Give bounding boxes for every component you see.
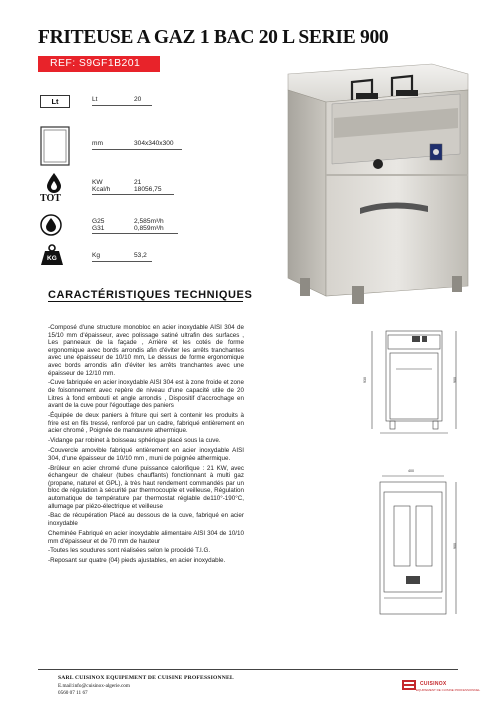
- description-block: [48, 324, 244, 567]
- section-underline: [48, 301, 243, 302]
- reference-code: REF: S9GF1B201: [50, 57, 141, 69]
- description-paragraph: -Couvercle amovible fabriqué entièrement en acier inoxydable AISI 304, d'une épaisseur de 10/10 mm , muni de poignée athermique.: [48, 447, 244, 462]
- top-depth-dim: 900: [453, 543, 457, 549]
- weight-value: 53,2: [134, 252, 147, 259]
- description-paragraph: -Vidange par robinet à boisseau sphérique placé sous la cuve.: [48, 437, 221, 445]
- gas-g25-value: 2,585m³/h: [134, 218, 164, 225]
- gas-icon: [40, 214, 62, 236]
- description-paragraph: -Reposant sur quatre (04) pieds ajustables, en acier inoxydable.: [48, 557, 226, 565]
- spec-underline: [92, 105, 152, 106]
- tot-label: TOT: [40, 193, 61, 204]
- description-paragraph: -Équipée de deux paniers à friture qui sert à contenir les produits à frire est en fils tressé, renforcé par un cadre, fabriqué entièrement en acier chromé , Poignée de manœuvre athermique.: [48, 412, 244, 435]
- description-paragraph: -Toutes les soudures sont réalisées selon le procédé T.I.G.: [48, 547, 211, 555]
- top-width-dim: 400: [408, 469, 414, 473]
- dimension-icon: [40, 126, 70, 166]
- page-title: FRITEUSE A GAZ 1 BAC 20 L SERIE 900: [38, 27, 389, 48]
- weight-icon-label: KG: [47, 255, 57, 262]
- product-photo: [282, 60, 472, 305]
- front-view-drawing: [360, 325, 470, 445]
- spec-underline: [92, 149, 182, 150]
- dimension-value: 304x340x300: [134, 140, 174, 147]
- gas-g31-label: G31: [92, 225, 105, 232]
- flame-drop-icon: [46, 172, 62, 194]
- front-height-left-dim: 930: [363, 377, 367, 383]
- footer-divider: [38, 669, 458, 670]
- power-kw-value: 21: [134, 179, 142, 186]
- liter-label: Lt: [92, 96, 98, 103]
- footer-email: E.mail:info@cuisinox-algerie.com: [58, 683, 130, 689]
- power-kw-label: KW: [92, 179, 103, 186]
- section-title: CARACTÉRISTIQUES TECHNIQUES: [48, 289, 253, 301]
- description-paragraph: -Bac de récupération Placé au dessous de la cuve, fabriqué en acier inoxydable: [48, 512, 244, 528]
- liter-value: 20: [134, 96, 142, 103]
- brand-logo-icon: [402, 680, 416, 690]
- power-kcal-value: 18056,75: [134, 186, 162, 193]
- liter-icon: Lt: [40, 95, 70, 108]
- description-paragraph: -Brûleur en acier chromé d'une puissance calorifique : 21 KW, avec échangeur de chaleur (tubes chauffants) fonctionnant à multi gaz (propane, naturel et GPL), à très haut rendement commandés par un bloc de régulation à sécurité par thermocouple et veilleuse, Régulation automatique de température par thermostat réglable de110°-190°C, allumage par piézo-électrique et veilleuse: [48, 464, 244, 510]
- spec-underline: [92, 261, 152, 262]
- footer-phone: 0560 07 11 67: [58, 690, 88, 696]
- spec-underline: [92, 194, 174, 195]
- description-paragraph: -Cuve fabriquée en acier inoxydable AISI 304 est à zone froide et zone de foisonnement avec repère de niveau d'une capacité utile de 20 Litres à fond embouti et angle arrondis , Dispositif d'accrochage en avant de la cuve pour l'égouttage des paniers: [48, 379, 244, 410]
- gas-g25-label: G25: [92, 218, 105, 225]
- gas-g31-value: 0,859m³/h: [134, 225, 164, 232]
- front-height-right-dim: 900: [453, 377, 457, 383]
- dimension-label: mm: [92, 140, 103, 147]
- description-paragraph: -Composé d'une structure monobloc en acier inoxydable AISI 304 de 15/10 mm d'épaisseur, avec polissage satiné ultrafin des surfaces , Les panneaux de la façade , Arrière et les cotés de forme ergonomique avec bords arrondis afin d'éviter les arrêts tranchantes avec une épaisseur de 10/10 mm, Le dessus de forme ergonomique avec bords arrondis afin d'éviter les arrêts tranchantes avec une épaisseur de 12/10 mm.: [48, 324, 244, 377]
- weight-label: Kg: [92, 252, 101, 259]
- spec-underline: [92, 233, 178, 234]
- brand-name: CUISINOX: [420, 681, 447, 687]
- power-kcal-label: Kcal/h: [92, 186, 111, 193]
- footer-company: SARL CUISINOX EQUIPEMENT DE CUISINE PROFESSIONNEL: [58, 675, 234, 681]
- description-paragraph: Cheminée Fabriqué en acier inoxydable alimentaire AISI 304 de 10/10 mm d'épaisseur et de 70 mm de hauteur: [48, 529, 244, 545]
- brand-tagline: EQUIPEMENT DE CUISINE PROFESSIONNEL: [416, 688, 481, 692]
